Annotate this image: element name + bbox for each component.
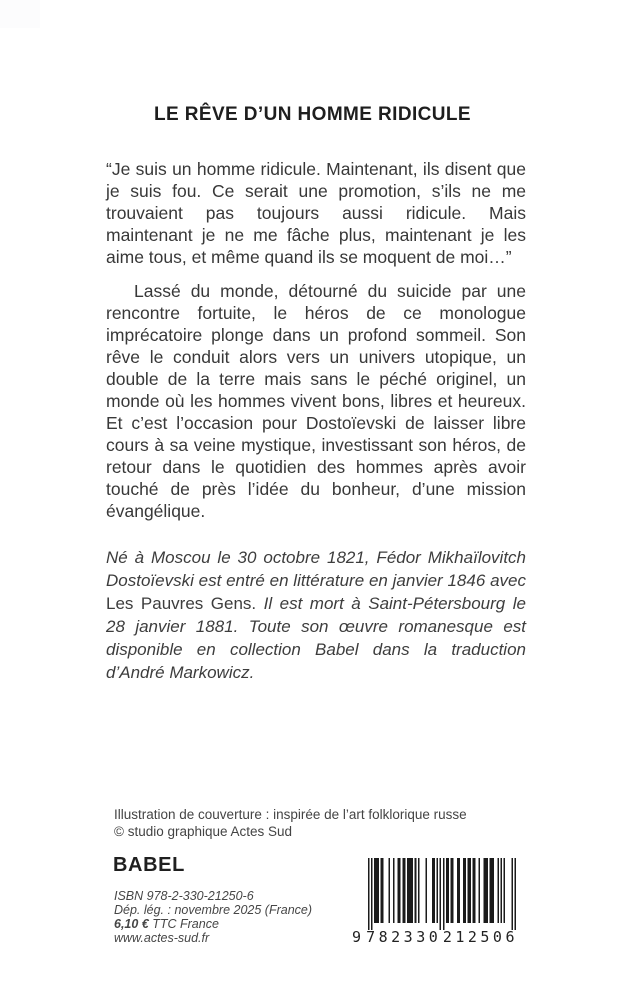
scan-artifact <box>0 0 40 28</box>
legal-deposit-line: Dép. lég. : novembre 2025 (France) <box>114 903 313 917</box>
blurb-section <box>106 158 526 522</box>
imprint-block <box>114 889 364 945</box>
book-title: LE RÊVE D’UN HOMME RIDICULE <box>154 104 471 125</box>
price-value: 6,10 € <box>114 917 149 931</box>
quote-paragraph: “Je suis un homme ridicule. Maintenant, ils disent que je suis fou. Ce serait une promotion, s’ils ne me trouvaient pas toujours aussi ridicule. Mais maintenant je ne me fâche plus, maintenant je les aime tous, et même quand ils se moquent de moi…” <box>106 159 526 267</box>
price-suffix: TTC France <box>148 917 219 931</box>
publisher-website: www.actes-sud.fr <box>114 931 210 945</box>
ean-barcode-bars <box>368 858 516 930</box>
bio-segment: Il est mort à Saint-Pétersbourg le 28 janvier 1881. Toute son œuvre romanesque est disponible en collection Babel dans la traduction d’André Markowicz. <box>106 594 526 682</box>
ean-digit-group2: 212506 <box>442 928 518 946</box>
isbn-line: ISBN 978-2-330-21250-6 <box>114 889 254 903</box>
credits-line-illustration: Illustration de couverture : inspirée de l’art folklorique russe <box>114 807 467 822</box>
credits-line-copyright: © studio graphique Actes Sud <box>114 824 293 839</box>
publisher-logo-babel: BABEL <box>113 854 185 876</box>
synopsis-paragraph: Lassé du monde, détourné du suicide par une rencontre fortuite, le héros de ce monologue imprécatoire plonge dans un profond sommeil. Son rêve le conduit alors vers un univers utopique, un double de la terre mais sans le péché originel, un monde où les hommes vivent bons, libres et heureux. Et c’est l’occasion pour Dostoïevski de laisser libre cours à sa veine mystique, investissant son héros, de retour dans le quotidien des hommes après avoir touché de près l’idée du bonheur, d’une mission évangélique. <box>106 281 526 521</box>
ean-digit-group1: 782330 <box>366 928 442 946</box>
ean-barcode-digits <box>352 928 518 946</box>
cover-credits <box>114 806 544 840</box>
price-line <box>114 917 364 931</box>
bio-segment: Né à Moscou le 30 octobre 1821, Fédor Mikhaïlovitch Dostoïevski est entré en littérature en janvier 1846 avec <box>106 548 526 590</box>
author-bio <box>106 546 526 684</box>
bio-book-title: Les Pauvres Gens. <box>106 594 264 613</box>
ean-digit-first: 9 <box>352 928 365 946</box>
